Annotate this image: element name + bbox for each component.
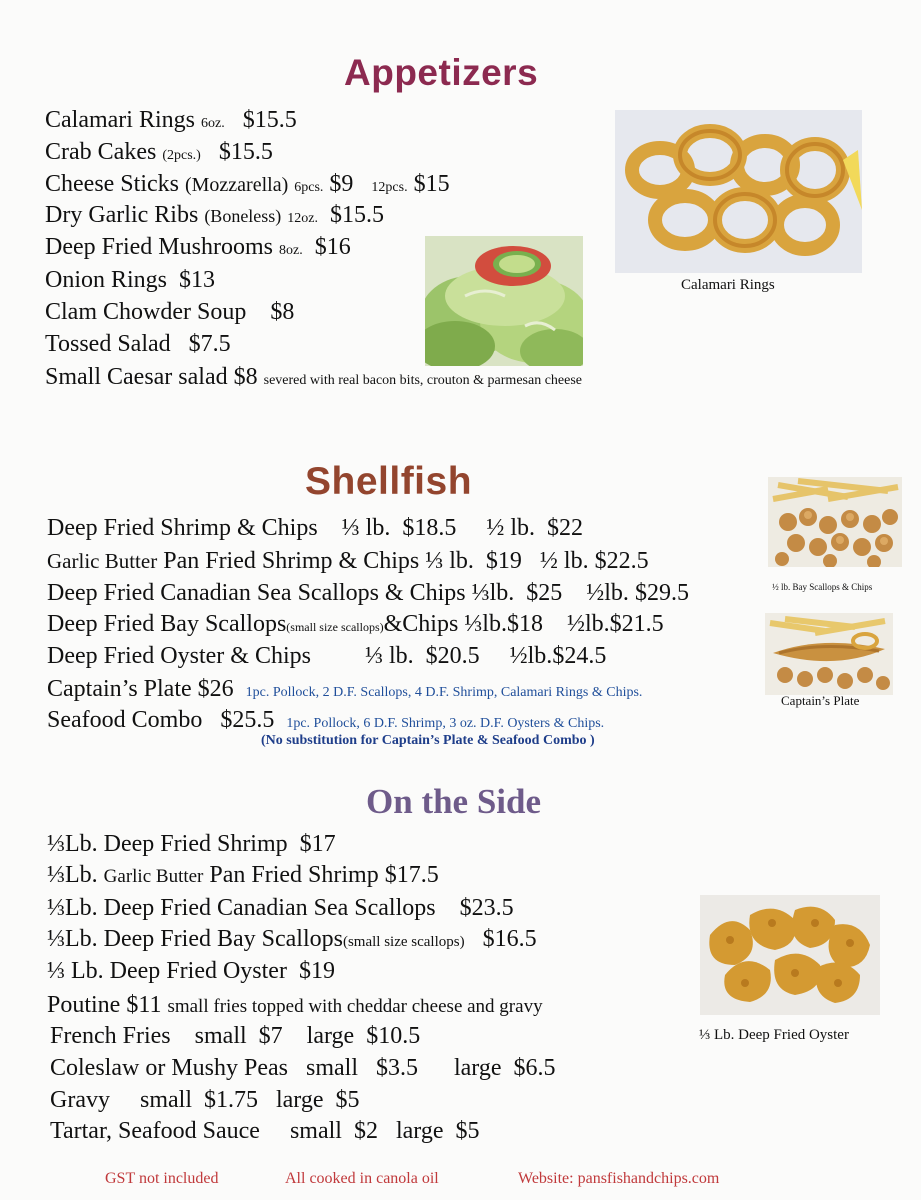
deep-fried-oyster-photo	[700, 895, 880, 1015]
menu-item: Deep Fried Bay Scallops(small size scallops)&Chips ⅓lb.$18 ½lb.$21.5	[47, 611, 664, 637]
bay-scallops-caption: ½ lb. Bay Scallops & Chips	[772, 582, 873, 592]
menu-item: Small Caesar salad $8 severed with real bacon bits, crouton & parmesan cheese	[45, 364, 583, 390]
menu-item: ⅓Lb. Deep Fried Canadian Sea Scallops $23.5	[47, 895, 514, 921]
on-the-side-title: On the Side	[366, 782, 542, 821]
calamari-rings-photo	[615, 110, 862, 273]
menu-item: Deep Fried Oyster & Chips ⅓ lb. $20.5 ½lb.$24.5	[47, 643, 607, 669]
website-link[interactable]: Website: pansfishandchips.com	[518, 1170, 720, 1187]
gst-note: GST not included	[105, 1170, 219, 1187]
menu-item: Tartar, Seafood Sauce small $2 large $5	[50, 1118, 480, 1144]
bay-scallops-photo	[768, 477, 902, 567]
menu-item: Garlic Butter Pan Fried Shrimp & Chips ⅓ lb. $19 ½ lb. $22.5	[47, 548, 649, 574]
menu-item: Seafood Combo $25.5 1pc. Pollock, 6 D.F. Shrimp, 3 oz. D.F. Oysters & Chips.	[47, 707, 605, 733]
menu-item: Tossed Salad $7.5	[45, 331, 231, 357]
menu-item: Cheese Sticks (Mozzarella) 6pcs. $9 12pcs. $15	[45, 171, 450, 197]
canola-oil-note: All cooked in canola oil	[285, 1170, 439, 1187]
captains-plate-photo	[765, 613, 893, 695]
menu-item: Onion Rings $13	[45, 267, 216, 293]
menu-item: ⅓ Lb. Deep Fried Oyster $19	[47, 958, 335, 984]
menu-item: Deep Fried Shrimp & Chips ⅓ lb. $18.5 ½ lb. $22	[47, 515, 583, 541]
menu-item: Deep Fried Canadian Sea Scallops & Chips ⅓lb. $25 ½lb. $29.5	[47, 580, 689, 606]
appetizers-title: Appetizers	[344, 52, 539, 93]
menu-item: Captain’s Plate $26 1pc. Pollock, 2 D.F. Scallops, 4 D.F. Shrimp, Calamari Rings & Chips.	[47, 676, 643, 702]
oyster-caption: ⅓ Lb. Deep Fried Oyster	[699, 1027, 849, 1043]
menu-item: ⅓Lb. Deep Fried Bay Scallops(small size scallops) $16.5	[47, 926, 537, 952]
captains-plate-caption: Captain’s Plate	[781, 693, 860, 708]
menu-item: Gravy small $1.75 large $5	[50, 1087, 360, 1113]
substitution-note: (No substitution for Captain’s Plate & Seafood Combo )	[261, 733, 595, 748]
calamari-caption: Calamari Rings	[681, 277, 775, 293]
menu-item: Deep Fried Mushrooms 8oz. $16	[45, 234, 351, 260]
tossed-salad-photo	[425, 236, 583, 366]
menu-item: ⅓Lb. Deep Fried Shrimp $17	[47, 831, 336, 857]
menu-item: Clam Chowder Soup $8	[45, 299, 295, 325]
menu-item: Poutine $11 small fries topped with cheddar cheese and gravy	[47, 992, 543, 1018]
menu-item: Calamari Rings 6oz. $15.5	[45, 107, 297, 133]
menu-item: Dry Garlic Ribs (Boneless) 12oz. $15.5	[45, 202, 385, 228]
menu-item: Crab Cakes (2pcs.) $15.5	[45, 139, 273, 165]
menu-item: ⅓Lb. Garlic Butter Pan Fried Shrimp $17.5	[47, 862, 439, 888]
shellfish-title: Shellfish	[305, 460, 473, 503]
menu-item: Coleslaw or Mushy Peas small $3.5 large $6.5	[50, 1055, 556, 1081]
menu-item: French Fries small $7 large $10.5	[50, 1023, 421, 1049]
